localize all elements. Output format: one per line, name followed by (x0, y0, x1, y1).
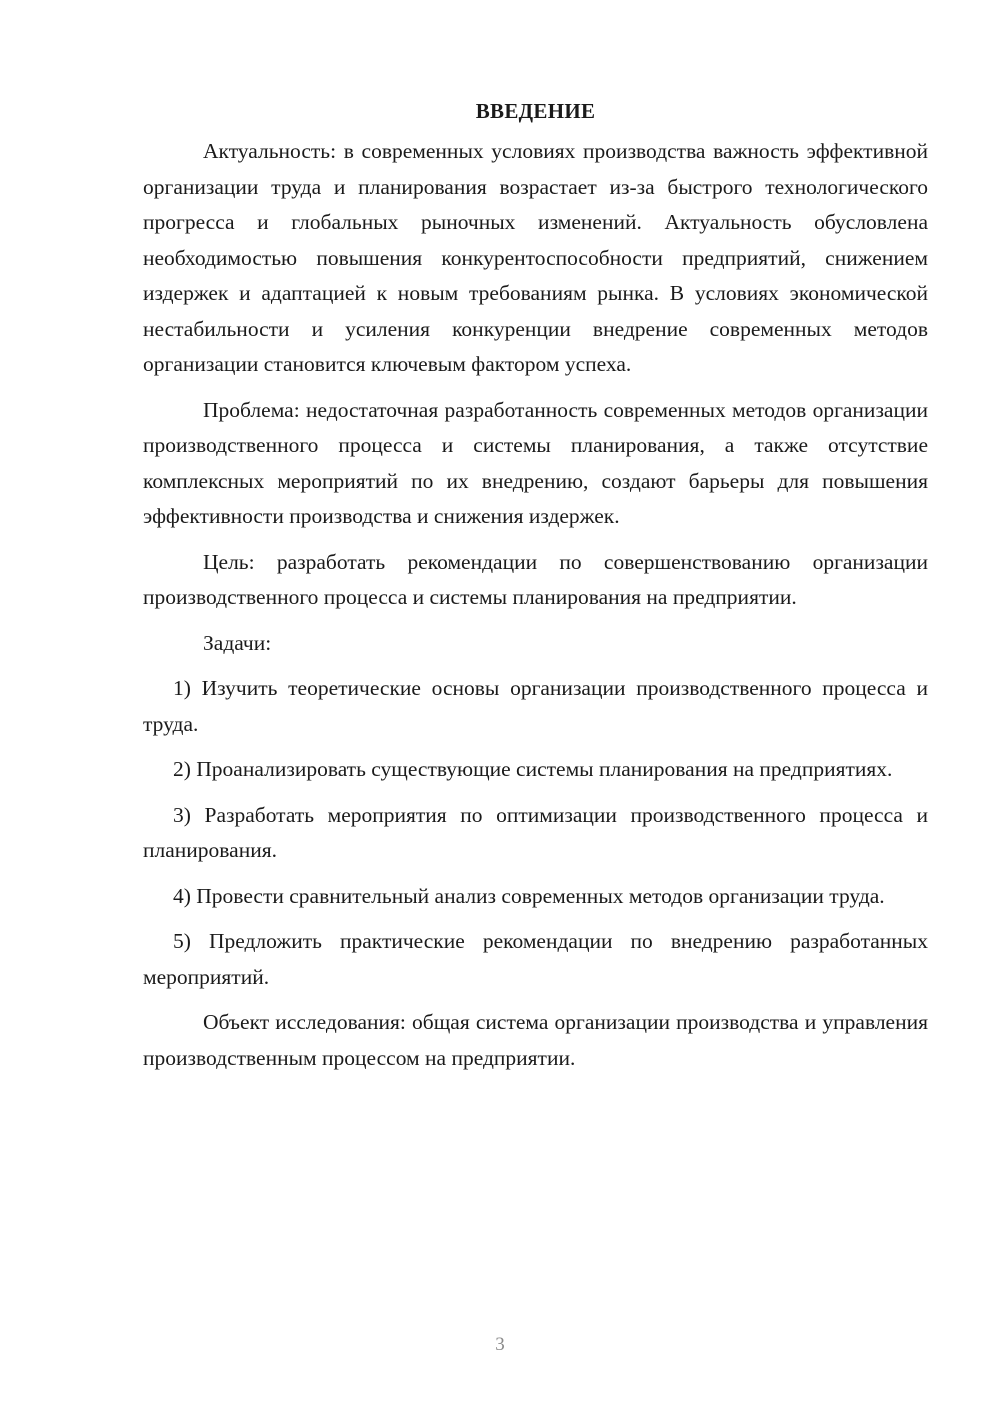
tasks-list (143, 671, 928, 995)
paragraph-object: Объект исследования: общая система организации производства и управления производственным процессом на предприятии. (143, 1010, 928, 1070)
tasks-label: Задачи: (203, 630, 272, 655)
task-item-5: 5) Предложить практические рекомендации по внедрению разработанных мероприятий. (143, 929, 928, 989)
task-item-4: 4) Провести сравнительный анализ современных методов организации труда. (173, 883, 885, 908)
document-page (143, 92, 928, 1086)
page-title: ВВЕДЕНИЕ (475, 99, 596, 123)
paragraph-goal: Цель: разработать рекомендации по совершенствованию организации производственного процесса и системы планирования на предприятии. (143, 549, 928, 609)
paragraph-relevance: Актуальность: в современных условиях производства важность эффективной организации труда и планирования возрастает из-за быстрого технологического прогресса и глобальных рыночных изменений. Актуальность обусловлена необходимостью повышения конкурентоспособности предприятий, снижением издержек и адаптацией к новым требованиям рынка. В условиях экономической нестабильности и усиления конкуренции внедрение современных методов организации становится ключевым фактором успеха. (143, 139, 928, 376)
paragraph-problem: Проблема: недостаточная разработанность современных методов организации производственного процесса и системы планирования, а также отсутствие комплексных мероприятий по их внедрению, создают барьеры для повышения эффективности производства и снижения издержек. (143, 397, 928, 528)
page-number: 3 (495, 1334, 505, 1355)
task-item-1: 1) Изучить теоретические основы организации производственного процесса и труда. (143, 676, 928, 736)
task-item-3: 3) Разработать мероприятия по оптимизации производственного процесса и планирования. (143, 802, 928, 862)
task-item-2: 2) Проанализировать существующие системы планирования на предприятиях. (173, 757, 893, 781)
